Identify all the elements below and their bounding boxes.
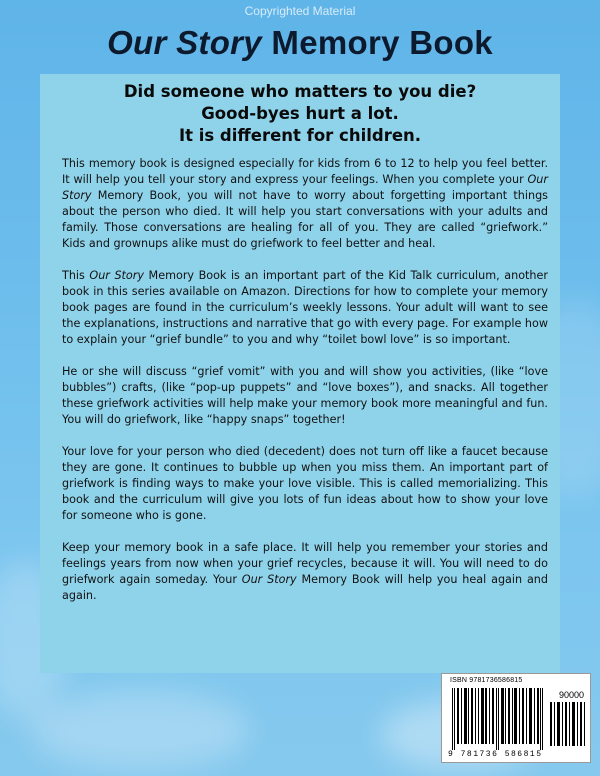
intro-heading: [40, 81, 560, 147]
isbn-barcode: [441, 673, 591, 763]
copyright-watermark: Copyrighted Material: [244, 4, 356, 18]
paragraph-3: He or she will discuss “grief vomit” with you and will show you activities, (like “love bubbles”) crafts, (like “pop-up puppets” and “love boxes”), and snacks. All together these griefwork activities will help make your memory book more meaningful and fun. You will do griefwork, like “happy snaps” together!: [62, 365, 548, 426]
paragraph-2: [62, 268, 548, 348]
paragraph-5-text-b: Memory Book will help you heal again and again.: [62, 573, 548, 602]
paragraph-1-italic: Our Story: [62, 173, 548, 202]
intro-line-3: It is different for children.: [178, 126, 422, 145]
paragraph-2-italic: Our Story: [89, 269, 144, 282]
paragraph-5-text-a: Keep your memory book in a safe place. It will help you remember your stories and feelings years from now when your grief recycles, because it will. You will need to do griefwork again someday. Your: [62, 541, 548, 586]
price-code: 90000: [558, 690, 584, 700]
paragraph-2-text-b: Memory Book is an important part of the Kid Talk curriculum, another book in this series available on Amazon. Directions for how to complete your memory book pages are found in the curriculum’s weekly lessons. Your adult will want to see the explanations, instructions and narrative that go with every page. For example how to explain your “grief bundle” to you and why “toilet bowl love” is so important.: [62, 269, 548, 346]
price-barcode-icon: [550, 702, 586, 746]
title-italic-part: Our Story: [107, 24, 262, 61]
intro-line-1: Did someone who matters to you die?: [123, 82, 477, 101]
paragraph-1: [62, 156, 548, 252]
paragraph-5-italic: Our Story: [241, 573, 297, 586]
paragraph-2-text-a: This: [62, 269, 90, 282]
isbn-label: ISBN 9781736586815: [450, 677, 523, 684]
description-body: [62, 156, 548, 604]
intro-line-2: Good-byes hurt a lot.: [201, 104, 399, 123]
paragraph-1-text-a: This memory book is designed especially for kids from 6 to 12 to help you feel better. It will help you tell your story and express your feelings. When you complete your: [62, 157, 548, 186]
book-title: [0, 24, 600, 62]
title-rest: Memory Book: [261, 24, 493, 61]
cloud: [30, 690, 250, 770]
barcode-digits: 9 781736 586815: [448, 750, 543, 759]
paragraph-4: Your love for your person who died (decedent) does not turn off like a faucet because they are gone. It continues to bubble up when you miss them. An important part of griefwork is finding ways to make your love visible. This is called memorializing. This book and the curriculum will give you lots of fun ideas about how to show your love for someone who is gone.: [62, 445, 548, 522]
paragraph-1-text-b: Memory Book, you will not have to worry about forgetting important things about the person who died. It will help you start conversations with your adults and family. Those conversations are healing for all of you. They are called “griefwork.” Kids and grownups alike must do griefwork to feel better and heal.: [62, 189, 548, 250]
back-cover-text-panel: [40, 74, 560, 673]
barcode-bars-icon: [452, 688, 544, 750]
paragraph-5: [62, 540, 548, 604]
